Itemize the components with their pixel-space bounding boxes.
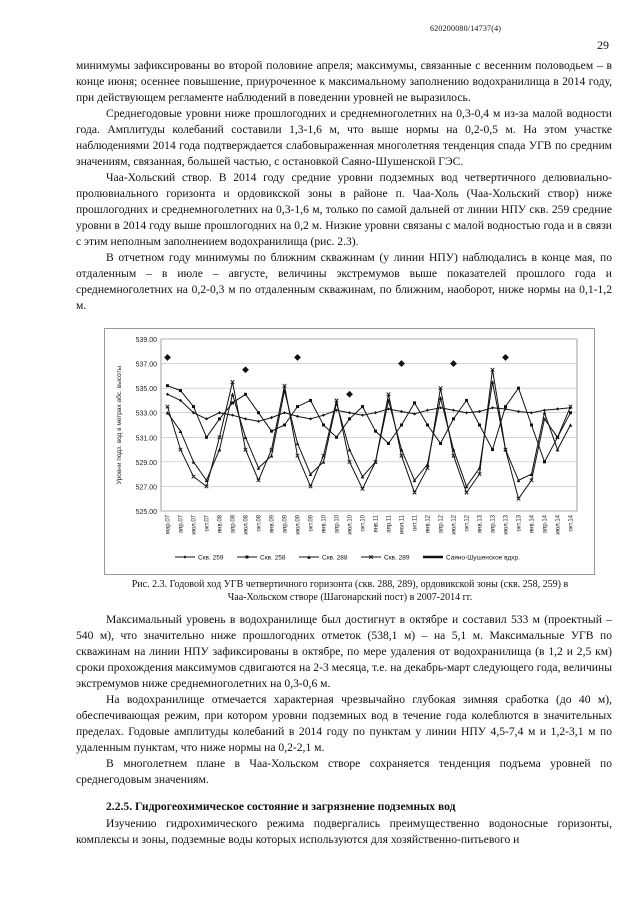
series-2-point	[517, 387, 520, 390]
paragraph: Среднегодовые уровни ниже прошлогодних и среднемноголетних на 0,3-0,4 м из-за малой водности года. Амплитуды колебаний составили 1,3-1,6 м, что выше нормы на 0,2-0,5 м. На этом участке наблюдениями 2014 года подтверждается слабовыраженная многолетняя тенденция спада УГВ по средним значениям, связанная, большей частью, с остановкой Саяно-Шушенской ГЭС.	[76, 107, 612, 168]
paragraph: Чаа-Хольский створ. В 2014 году средние уровни подземных вод четвертичного делювиально-пролювиального горизонта и ордовикской зоны в районе п. Чаа-Холь (Чаа-Хольский створ) ниже прошлогодних и среднемноголетних на 0,3-1,6 м, только по самой дальней от линии НПУ скв. 259 средние уровни в 2014 году выше прошлогодних на 0,2 м. Низкие уровни связаны с малой водностью года и в связи с этим неполным заполнением водохранилища (рис. 2.3).	[76, 171, 612, 248]
x-tick-label: июл.10	[347, 515, 354, 535]
x-tick-label: июл.12	[451, 515, 458, 535]
x-tick-label: окт.13	[516, 515, 523, 532]
section-heading: 2.2.5. Гидрогеохимическое состояние и загрязнение подземных вод	[106, 800, 456, 813]
y-tick-label: 531.00	[135, 435, 157, 443]
series-2-point	[348, 417, 351, 420]
x-tick-label: окт.08	[256, 515, 263, 532]
series-2-point	[439, 442, 442, 445]
legend-2-label: Скв. 258	[260, 554, 286, 562]
x-tick-label: янв.08	[217, 515, 224, 534]
y-axis-label: Уровни подз. вод в метрах абс. высоты	[116, 365, 123, 485]
series-2-point	[530, 424, 533, 427]
series-2-point	[374, 430, 377, 433]
x-tick-label: янв.14	[529, 515, 536, 534]
paragraph: минимумы зафиксированы во второй половине апреля; максимумы, связанные с весенним половодьем – в конце июня; осеннее повышение, приуроченное к максимальному заполнению водохранилища в 2014 году, при действующем регламенте наблюдений в поведении уровней не выразилось.	[76, 59, 612, 104]
series-2-point	[231, 401, 234, 404]
series-2-point	[192, 405, 195, 408]
text-block-mid	[76, 612, 612, 788]
y-tick-label: 535.00	[135, 386, 157, 394]
y-tick-label: 527.00	[135, 484, 157, 492]
legend-5-label: Саяно-Шушенское вдхр.	[446, 554, 520, 562]
x-tick-label: апр.08	[230, 515, 237, 534]
x-tick-label: окт.14	[568, 515, 575, 532]
y-tick-label: 525.00	[135, 509, 157, 516]
x-tick-label: июл.07	[191, 515, 198, 535]
figure-caption: Рис. 2.3. Годовой ход УГВ четвертичного горизонта (скв. 288, 289), ордовикской зоны (скв. 258, 259) в Чаа-Хольском створе (Шагонарский пост) в 2007-2014 гг.	[131, 579, 569, 603]
x-tick-label: июл.14	[555, 515, 562, 535]
text-block-bottom	[76, 816, 612, 848]
y-tick-label: 533.00	[135, 410, 157, 418]
legend-4-label: Скв. 289	[384, 554, 410, 562]
series-2-point	[400, 424, 403, 427]
series-2-point	[322, 424, 325, 427]
x-tick-label: янв.13	[477, 515, 484, 534]
x-tick-label: апр.09	[282, 515, 289, 534]
x-tick-label: апр.12	[438, 515, 445, 534]
series-2-point	[296, 405, 299, 408]
series-2-point	[179, 389, 182, 392]
series-2-point	[244, 393, 247, 396]
paragraph: В многолетнем плане в Чаа-Хольском створе сохраняется тенденция подъема уровней по среднегодовым значениям.	[76, 757, 612, 786]
x-tick-label: июл.13	[503, 515, 510, 535]
chart-svg	[105, 329, 594, 574]
x-tick-label: янв.12	[425, 515, 432, 534]
x-tick-label: янв.09	[269, 515, 276, 534]
text-block-top	[76, 58, 612, 314]
x-tick-label: июл.08	[243, 515, 250, 535]
series-2-point	[491, 448, 494, 451]
series-2-point	[452, 417, 455, 420]
series-2-point	[270, 430, 273, 433]
x-tick-label: янв.10	[321, 515, 328, 534]
series-2-point	[465, 399, 468, 402]
series-2-point	[478, 424, 481, 427]
series-2-point	[361, 405, 364, 408]
x-tick-label: июл.09	[295, 515, 302, 535]
series-2-point	[283, 424, 286, 427]
series-2-point	[426, 424, 429, 427]
document-id: 620200080/14737(4)	[430, 24, 502, 33]
legend-3-label: Скв. 288	[322, 554, 348, 562]
x-tick-label: окт.07	[204, 515, 211, 532]
y-tick-label: 537.00	[135, 361, 157, 369]
legend-2-swatch-point	[246, 556, 249, 559]
x-tick-label: окт.11	[412, 515, 419, 532]
x-tick-label: апр.10	[334, 515, 341, 534]
y-tick-label: 539.00	[135, 337, 157, 344]
x-tick-label: окт.10	[360, 515, 367, 532]
page-number: 29	[597, 38, 609, 52]
series-2-point	[387, 442, 390, 445]
paragraph: На водохранилище отмечается характерная чрезвычайно глубокая зимняя сработка (до 40 м), обеспечивающая режим, при котором уровни подземных вод в течение года колеблются в значительных пределах. Годовые амплитуды колебаний в 2014 году по пунктам у линии НПУ 4,5-7,4 м и 1,2-3,1 м по удаленным пунктам, что ниже нормы на 0,2-2,1 м.	[76, 693, 612, 754]
x-tick-label: окт.09	[308, 515, 315, 532]
legend-1-swatch-point	[183, 555, 186, 558]
figure-chart	[104, 328, 595, 575]
x-tick-label: апр.07	[178, 515, 185, 534]
paragraph: В отчетном году минимумы по ближним скважинам (у линии НПУ) наблюдались в конце мая, по отдаленным – в июле – августе, величины экстремумов выше показателей прошлого года и среднемноголетних на 0,2-0,3 м по отдаленным скважинам, по ближним, наоборот, ниже нормы на 0,1-1,2 м.	[76, 251, 612, 312]
series-2-point	[413, 401, 416, 404]
x-tick-label: янв.11	[373, 515, 380, 533]
paragraph: Максимальный уровень в водохранилище был достигнут в октябре и составил 533 м (проектный – 540 м), что значительно ниже прошлогодних отметок (538,1 м) – на 5,1 м. Максимальные УГВ по скважинам на линии НПУ зафиксированы в октябре, по мере удаления от водохранилища (в 1,2 и 2,5 км) сроки прохождения максимумов сдвигаются на 2-3 месяца, т.е. на декабрь-март следующего года, величины экстремумов ниже среднемноголетних на 0,3-0,6 м.	[76, 613, 612, 690]
x-tick-label: июл.11	[399, 515, 406, 535]
x-tick-label: апр.11	[386, 515, 393, 533]
series-2-point	[309, 399, 312, 402]
series-2-point	[543, 460, 546, 463]
series-2-point	[257, 411, 260, 414]
x-tick-label: апр.14	[542, 515, 549, 534]
x-tick-label: мар.07	[165, 515, 172, 535]
legend-1-label: Скв. 259	[198, 554, 224, 562]
series-2-point	[166, 384, 169, 387]
series-2-point	[218, 417, 221, 420]
series-2-point	[569, 411, 572, 414]
y-tick-label: 529.00	[135, 459, 157, 467]
paragraph: Изучению гидрохимического режима подвергались преимущественно водоносные горизонты, комплексы и зоны, подземные воды которых используются для хозяйственно-питьевого и	[76, 817, 612, 846]
series-2-point	[205, 436, 208, 439]
x-tick-label: апр.13	[490, 515, 497, 534]
x-tick-label: окт.12	[464, 515, 471, 532]
series-2-point	[335, 436, 338, 439]
series-2-point	[504, 405, 507, 408]
